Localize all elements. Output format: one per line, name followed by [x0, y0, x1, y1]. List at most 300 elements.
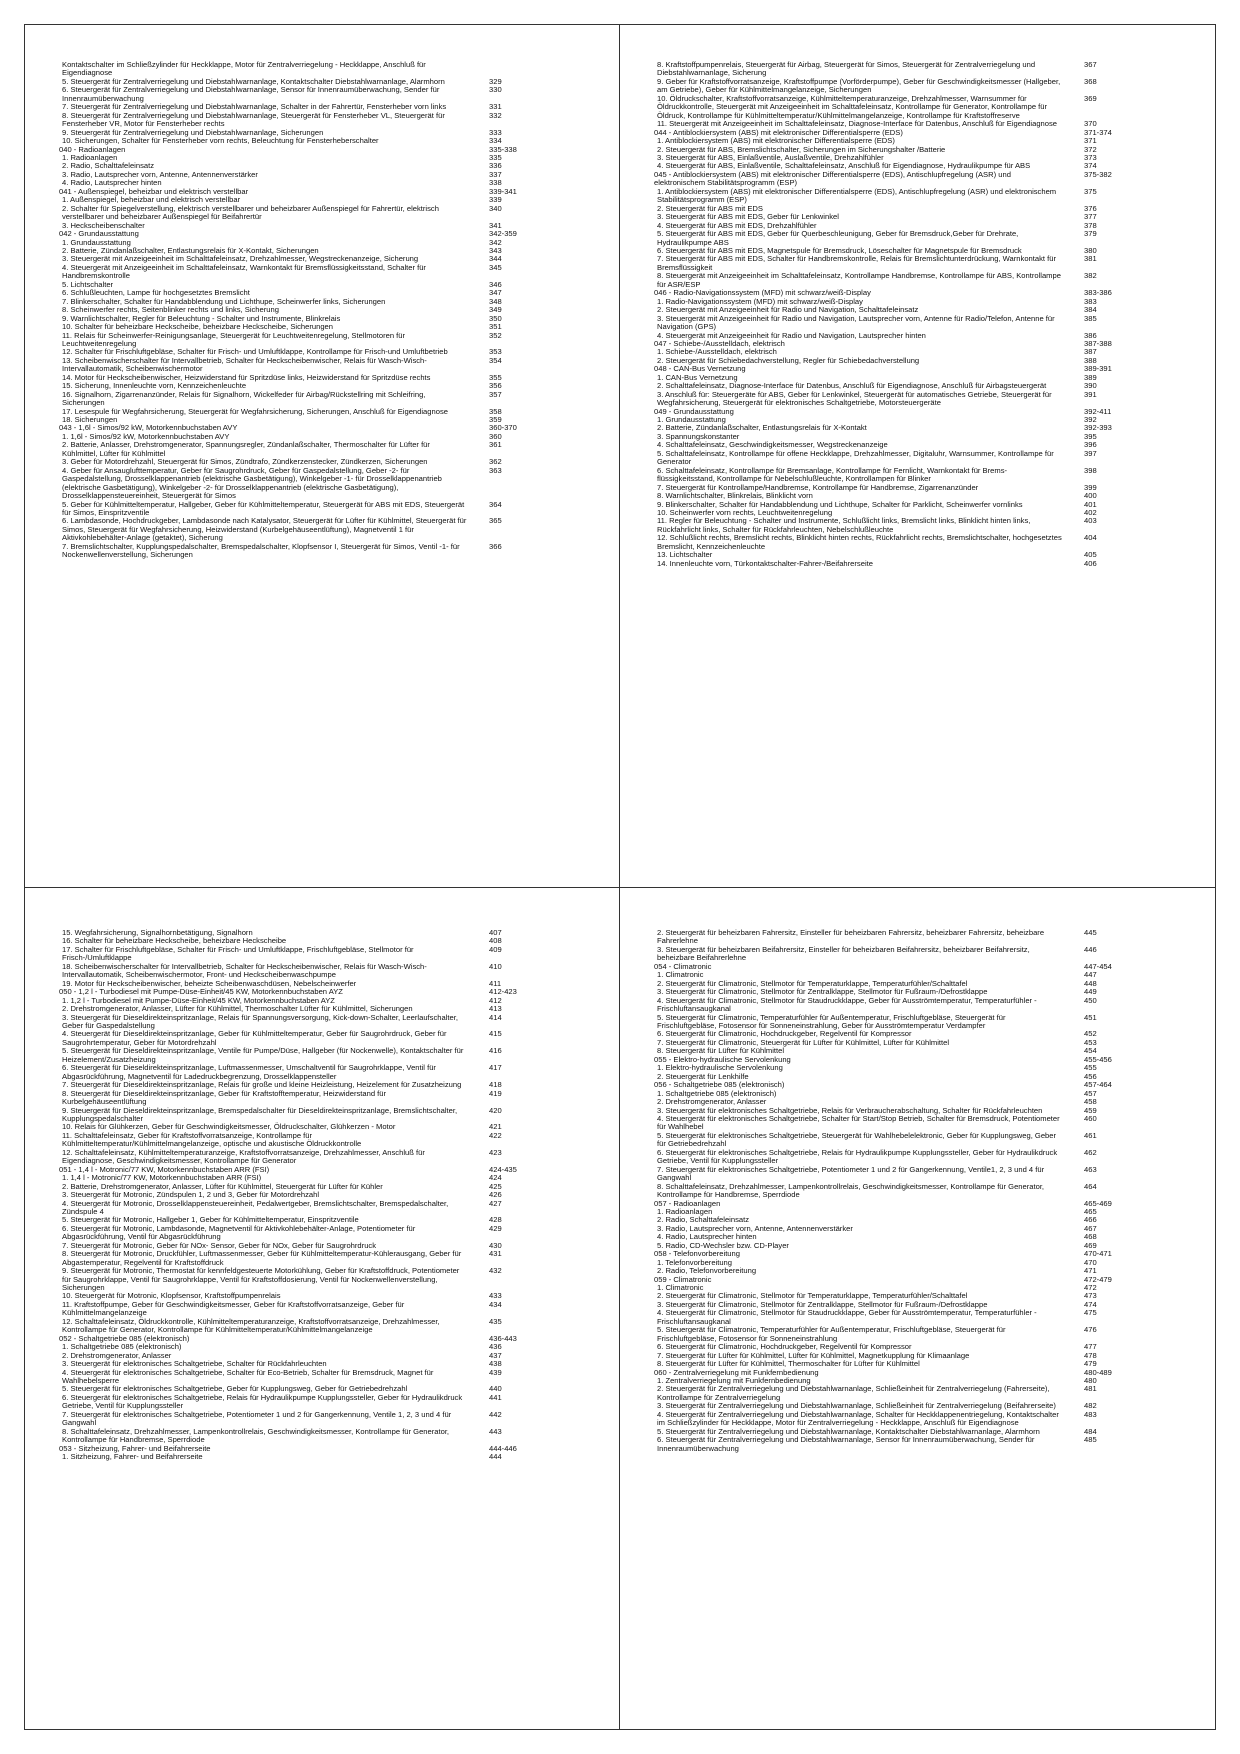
entry-page-ref: 450	[1084, 995, 1097, 1005]
entry-title: 2. Batterie, Anlasser, Drehstromgenerator, Spannungsregler, Zündanlaßschalter, Thermoschalter für Lüfter für Kühlmittel, Lüfter für Kühlmittel	[62, 440, 430, 458]
entry-page-ref: 440	[489, 1384, 502, 1394]
entry-title: 040 - Radioanlagen	[59, 144, 126, 154]
entry-page-ref: 407	[489, 928, 502, 937]
entry-title: 060 - Zentralverriegelung mit Funkfernbedienung	[654, 1367, 819, 1377]
entry-title: 7. Steuergerät für Zentralverriegelung und Diebstahlwarnanlage, Schalter in der Fahrertür, Fensterheber vorn links	[62, 102, 447, 112]
entry-title: 8. Scheinwerfer rechts, Seitenblinker rechts und links, Sicherung	[62, 305, 279, 315]
entry-title: 1. Sitzheizung, Fahrer- und Beifahrerseite	[62, 1452, 203, 1462]
entry-page-ref: 431	[489, 1249, 502, 1259]
entry-title: 6. Steuergerät für Climatronic, Hochdruckgeber, Regelventil für Kompressor	[657, 1342, 912, 1352]
entry-page-ref: 351	[489, 322, 502, 332]
entry-page-ref: 376	[1084, 203, 1097, 213]
entry-page-ref: 358	[489, 406, 502, 416]
entry-page-ref: 371	[1084, 136, 1097, 146]
entry-page-ref: 463	[1084, 1164, 1097, 1174]
entry-page-ref: 430	[489, 1240, 502, 1250]
entry-title: 4. Schalttafeleinsatz, Geschwindigkeitsmesser, Wegstreckenanzeige	[657, 440, 888, 450]
entry-page-ref: 422	[489, 1130, 502, 1140]
entry-title: 1. Außenspiegel, beheizbar und elektrisch verstellbar	[62, 195, 241, 205]
entry-title: 4. Steuergerät für Zentralverriegelung und Diebstahlwarnanlage, Schalter für Heckklappenentriegelung, Kontaktschalter im Schließzylinder für Heckklappe, Motor für Zentralverriegelung - Heckklappe, Anschluß für Eigendiagnose	[657, 1409, 1059, 1428]
entry-title: 16. Signalhorn, Zigarrenanzünder, Relais für Signalhorn, Wickelfeder für Airbag/Rückstellring mit Schleifring, Sicherungen	[62, 389, 426, 408]
entry-page-ref: 353	[489, 347, 502, 357]
entry-page-ref: 403	[1084, 516, 1097, 526]
entry-page-ref: 415	[489, 1029, 502, 1039]
entry-title: 6. Lambdasonde, Hochdruckgeber, Lambdasonde nach Katalysator, Steuergerät für Lüfter für Kühlmittel, Steuergerät für Simos, Steuergerät für Wegfahrsicherung, Heizwiderstand (Kurbelgehäuseentlüftung), Magnetventil 1 für Aktivkohlebehälter-Anlage (getaktet), Sicherung	[62, 516, 467, 543]
entry-title: 2. Radio, Schalttafeleinsatz	[62, 161, 155, 171]
entry-page-ref: 476	[1084, 1325, 1097, 1335]
entry-title: 045 - Antiblockiersystem (ABS) mit elektronischer Differentialsperre (EDS), Antischlupfregelung (ASR) und elektronischem Stabilitätsprogramm (ESP)	[654, 169, 1011, 188]
entry-title: 7. Steuergerät für ABS mit EDS, Schalter für Handbremskontrolle, Relais für Bremslichtunterdrückung, Warnkontakt für Bremsflüssigkeit	[657, 254, 1056, 272]
entry-page-ref: 384	[1084, 305, 1097, 315]
entry-page-ref: 370	[1084, 119, 1097, 129]
entry-page-ref: 472	[1084, 1283, 1097, 1293]
entry-title: 5. Steuergerät für Motronic, Hallgeber 1, Geber für Kühlmitteltemperatur, Einspritzventile	[62, 1215, 359, 1225]
entry-page-ref: 434	[489, 1299, 502, 1309]
entry-title: 2. Batterie, Zündanlaßschalter, Entlastungsrelais für X-Kontakt, Sicherungen	[62, 245, 319, 255]
entry-title: 4. Steuergerät für elektronisches Schaltgetriebe, Schalter für Start/Stop Betrieb, Schalter für Bremsdruck, Potentiometer für Wahlhebel	[657, 1113, 1060, 1132]
entry-title: 2. Drehstromgenerator, Anlasser	[62, 1350, 172, 1360]
entry-page-ref: 445	[1084, 928, 1097, 937]
index-section-heading	[654, 171, 1193, 188]
entry-title: 6. Steuergerät für elektronisches Schaltgetriebe, Relais für Hydraulikpumpe Kupplungssteller, Geber für Hydraulikdruck Getriebe, Ventil für Kupplungssteller	[62, 1392, 463, 1411]
entry-title: 15. Wegfahrsicherung, Signalhornbetätigung, Signalhorn	[62, 928, 253, 937]
index-entry	[654, 1149, 1193, 1166]
entry-page-ref: 471	[1084, 1266, 1097, 1276]
entry-page-ref: 416	[489, 1046, 502, 1056]
entry-page-ref: 380	[1084, 245, 1097, 255]
entry-page-ref: 428	[489, 1215, 502, 1225]
entry-page-ref: 344	[489, 254, 502, 264]
entry-page-ref: 375	[1084, 186, 1097, 196]
entry-page-ref: 462	[1084, 1147, 1097, 1157]
entry-page-ref: 448	[1084, 978, 1097, 988]
entry-title: 11. Schalttafeleinsatz, Geber für Kraftstoffvorratsanzeige, Kontrollampe für Kühlmitteltemperatur/Kühlmittelmangelanzeige, optische und akustische Öldruckkontrolle	[62, 1130, 362, 1149]
index-entry	[59, 112, 597, 129]
index-entry	[654, 78, 1193, 95]
entry-title: 2. Schalter für Spiegelverstellung, elektrisch verstellbarer und beheizbarer Außenspiegel für Fahrertür, elektrisch verstellbarer und beheizbarer Außenspiegel für Beifahrertür	[62, 203, 439, 222]
entry-title: 7. Steuergerät für Motronic, Geber für NOx- Sensor, Geber für NOx, Geber für Saugrohrdruck	[62, 1240, 377, 1250]
entry-page-ref: 387-388	[1084, 338, 1112, 348]
entry-title: 14. Motor für Heckscheibenwischer, Heizwiderstand für Spritzdüse links, Heizwiderstand für Spritzdüse rechts	[62, 372, 431, 382]
entry-title: 5. Steuergerät für Climatronic, Temperaturfühler für Außentemperatur, Frischluftgebläse, Steuergerät für Frischluftgebläse, Fotosensor für Sonneneinstrahlung	[657, 1325, 1006, 1343]
entry-title: 051 - 1,4 l - Motronic/77 KW, Motorkennbuchstaben ARR (FSI)	[59, 1164, 270, 1174]
index-entry	[59, 1132, 597, 1149]
entry-page-ref: 457	[1084, 1088, 1097, 1098]
entry-title: 1. Schiebe-/Ausstelldach, elektrisch	[657, 347, 777, 357]
entry-title: 2. Radio, Schalttafeleinsatz	[657, 1215, 750, 1225]
entry-page-ref: 374	[1084, 161, 1097, 171]
entry-title: 5. Steuergerät für elektronisches Schaltgetriebe, Geber für Kupplungsweg, Geber für Getriebedrehzahl	[62, 1384, 408, 1394]
entry-title: 17. Lesespule für Wegfahrsicherung, Steuergerät für Wegfahrsicherung, Sicherungen, Anschluß für Eigendiagnose	[62, 406, 448, 416]
index-entry	[654, 1267, 1193, 1275]
entry-title: 3. Steuergerät für Climatronic, Stellmotor für Zentralklappe, Stellmotor für Fußraum-/Defrostklappe	[657, 1299, 988, 1309]
entry-page-ref: 389-391	[1084, 364, 1112, 374]
entry-page-ref: 444	[489, 1452, 502, 1462]
entry-title: 058 - Telefonvorbereitung	[654, 1249, 740, 1259]
index-entry	[59, 1149, 597, 1166]
entry-title: 1. Radioanlagen	[657, 1206, 713, 1216]
entry-title: 6. Schlußleuchten, Lampe für hochgesetztes Bremslicht	[62, 288, 250, 298]
entry-title: 7. Steuergerät für Kontrollampe/Handbremse, Kontrollampe für Handbremse, Zigarrenanzünder	[657, 482, 979, 492]
index-section-heading	[654, 1250, 1193, 1258]
entry-title: 5. Geber für Kühlmitteltemperatur, Hallgeber, Geber für Kühlmitteltemperatur, Steuergerät für ABS mit EDS, Steuergerät für Simos, Einspritzventile	[62, 499, 465, 518]
entry-title: 2. Steuergerät für beheizbaren Fahrersitz, Einsteller für beheizbaren Fahrersitz, beheizbarer Fahrersitz, beheizbare Fahrerlehne	[657, 928, 1045, 946]
entry-page-ref: 367	[1084, 60, 1097, 69]
entry-page-ref: 418	[489, 1080, 502, 1090]
entry-page-ref: 439	[489, 1367, 502, 1377]
index-entry	[59, 946, 597, 963]
index-entry	[654, 272, 1193, 289]
entry-title: 1. Zentralverriegelung mit Funkfernbedienung	[657, 1376, 811, 1386]
entry-page-ref: 443	[489, 1426, 502, 1436]
entry-title: 2. Steuergerät für Climatronic, Stellmotor für Temperaturklappe, Temperaturfühler/Schalttafel	[657, 978, 968, 988]
entry-page-ref: 429	[489, 1223, 502, 1233]
entry-title: 8. Schalttafeleinsatz, Drehzahlmesser, Lampenkontrollrelais, Geschwindigkeitsmesser, Kontrollampe für Generator, Kontrollampe für Handbremse, Sperrdiode	[657, 1181, 1045, 1200]
index-entry	[59, 1107, 597, 1124]
entry-title: 18. Scheibenwischerschalter für Intervallbetrieb, Schalter für Heckscheibenwischer, Relais für Wasch-Wisch-Intervallautomatik, Scheibenwischermotor, Front- und Heckscheibenwaschpumpe	[62, 961, 427, 980]
entry-page-ref: 455	[1084, 1063, 1097, 1073]
index-entry	[654, 946, 1193, 963]
entry-title: 1. Grundausstattung	[657, 415, 726, 425]
entry-page-ref: 360	[489, 431, 502, 441]
entry-title: 9. Warnlichtschalter, Regler für Beleuchtung - Schalter und Instrumente, Blinkrelais	[62, 313, 341, 323]
entry-title: 046 - Radio-Navigationssystem (MFD) mit schwarz/weiß-Display	[654, 288, 871, 298]
entry-page-ref: 361	[489, 440, 502, 450]
entry-page-ref: 451	[1084, 1012, 1097, 1022]
index-entry	[654, 1326, 1193, 1343]
entry-page-ref: 402	[1084, 508, 1097, 518]
index-entry	[59, 1200, 597, 1217]
entry-title: 8. Warnlichtschalter, Blinkrelais, Blinklicht vorn	[657, 491, 813, 501]
entry-page-ref: 398	[1084, 465, 1097, 475]
entry-title: 3. Steuergerät für Climatronic, Stellmotor für Zentralklappe, Stellmotor für Fußraum-/Defrostklappe	[657, 987, 988, 997]
entry-page-ref: 386	[1084, 330, 1097, 340]
entry-page-ref: 479	[1084, 1359, 1097, 1369]
entry-page-ref: 392-411	[1084, 406, 1112, 416]
entry-title: 6. Steuergerät für Zentralverriegelung und Diebstahlwarnanlage, Sensor für Innenraumüberwachung, Sender für Innenraumüberwachung	[657, 1435, 1035, 1453]
index-entry	[654, 1309, 1193, 1326]
entry-page-ref: 484	[1084, 1426, 1097, 1436]
entry-page-ref: 401	[1084, 499, 1097, 509]
entry-title: 052 - Schaltgetriebe 085 (elektronisch)	[59, 1333, 190, 1343]
entry-list	[59, 61, 597, 560]
entry-title: 3. Geber für Motordrehzahl, Steuergerät für Simos, Zündtrafo, Zündkerzenstecker, Zündkerzen, Sicherungen	[62, 457, 428, 467]
entry-title: 4. Steuergerät mit Anzeigeeinheit im Schalttafeleinsatz, Warnkontakt für Bremsflüssigkeitsstand, Schalter für Handbremskontrolle	[62, 262, 426, 281]
entry-list	[654, 61, 1193, 568]
entry-page-ref: 456	[1084, 1071, 1097, 1081]
entry-title: 049 - Grundausstattung	[654, 406, 734, 416]
entry-page-ref: 420	[489, 1105, 502, 1115]
index-entry	[59, 501, 597, 518]
entry-title: 2. Radio, Telefonvorbereitung	[657, 1266, 757, 1276]
entry-page-ref: 400	[1084, 491, 1097, 501]
entry-page-ref: 426	[489, 1190, 502, 1200]
entry-page-ref: 459	[1084, 1105, 1097, 1115]
entry-title: 050 - 1,2 l - Turbodiesel mit Pumpe-Düse-Einheit/45 KW, Motorkennbuchstaben AYZ	[59, 987, 343, 997]
entry-title: 1. Radio-Navigationssystem (MFD) mit schwarz/weiß-Display	[657, 296, 863, 306]
entry-page-ref: 399	[1084, 482, 1097, 492]
entry-page-ref: 449	[1084, 987, 1097, 997]
entry-page-ref: 414	[489, 1012, 502, 1022]
entry-page-ref: 359	[489, 415, 502, 425]
entry-title: 1. Telefonvorbereitung	[657, 1257, 733, 1267]
entry-title: 9. Steuergerät für Motronic, Thermostat für kennfeldgesteuerte Motorkühlung, Geber für Kraftstoffdruck, Potentiometer für Saugrohrklappe, Ventil für Saugrohrklappe, Ventil für Kraftstoffdosierung, Ventil für Nockenwellenverstellung, Sicherungen	[62, 1266, 460, 1293]
entry-page-ref: 466	[1084, 1215, 1097, 1225]
entry-page-ref: 390	[1084, 381, 1097, 391]
index-entry	[654, 467, 1193, 484]
index-entry	[59, 1267, 597, 1292]
entry-page-ref: 378	[1084, 220, 1097, 230]
entry-title: 7. Steuergerät für Climatronic, Steuergerät für Lüfter für Kühlmittel, Lüfter für Kühlmittel	[657, 1037, 950, 1047]
entry-page-ref: 342	[489, 237, 502, 247]
entry-title: 6. Steuergerät für Dieseldirekteinspritzanlage, Luftmassenmesser, Umschaltventil für Saugrohrklappe, Ventil für Abgasrückführung, Magnetventil für Ladedruckbegrenzung, Drosselklappensteller	[62, 1063, 436, 1081]
index-entry	[59, 86, 597, 103]
entry-title: 7. Steuergerät für Lüfter für Kühlmittel, Lüfter für Kühlmittel, Magnetkupplung für Klimaanlage	[657, 1350, 970, 1360]
entry-title: 2. Batterie, Zündanlaßschalter, Entlastungsrelais für X-Kontakt	[657, 423, 867, 433]
index-section-heading	[654, 408, 1193, 416]
index-entry	[59, 408, 597, 416]
entry-page-ref: 447-454	[1084, 961, 1112, 971]
entry-title: 3. Steuergerät für Dieseldirekteinspritzanlage, Relais für Spannungsversorgung, Kick-down-Schalter, Leerlaufschalter, Geber für Gaspedalstellung	[62, 1012, 458, 1030]
entry-title: 4. Steuergerät für ABS, Einlaßventile, Schalttafeleinsatz, Anschluß für Eigendiagnose, Hydraulikpumpe für ABS	[657, 161, 1031, 171]
entry-title: 10. Sicherungen, Schalter für Fensterheber vorn rechts, Beleuchtung für Fensterheberschalter	[62, 136, 379, 146]
entry-page-ref: 372	[1084, 144, 1097, 154]
index-entry	[654, 391, 1193, 408]
entry-title: 6. Steuergerät für ABS mit EDS, Magnetspule für Bremsdruck, Löseschalter für Magnetspule für Bremsdruck	[657, 245, 1022, 255]
entry-title: 12. Schalttafeleinsatz, Kühlmitteltemperaturanzeige, Kraftstoffvorratsanzeige, Drehzahlmesser, Anschluß für Eigendiagnose, Geschwindigkeitsmesser, Kontrollampe für Generator	[62, 1147, 425, 1166]
index-entry	[654, 1183, 1193, 1200]
entry-page-ref: 332	[489, 110, 502, 120]
entry-page-ref: 385	[1084, 313, 1097, 323]
entry-page-ref: 368	[1084, 76, 1097, 86]
entry-title: 12. Schalter für Frischluftgebläse, Schalter für Frisch- und Umluftklappe, Kontrollampe für Frisch-und Umluftbetrieb	[62, 347, 448, 357]
entry-title: 10. Öldruckschalter, Kraftstoffvorratsanzeige, Kühlmitteltemperaturanzeige, Drehzahlmesser, Warnsummer für Öldruckkontrolle, Steuergerät mit Anzeigeeinheit im Schalttafeleinsatz, Kontrollampe für Generator, Kontrollampe für Öldruck, Kontrollampe für Kühlmitteltemperatur/Kühlmittelmangelanzeige, Kontrollampe für Kraftstoffreserve	[657, 93, 1048, 120]
entry-page-ref: 469	[1084, 1240, 1097, 1250]
entry-title: 3. Steuergerät für beheizbaren Beifahrersitz, Einsteller für beheizbaren Beifahrersitz, beheizbarer Beifahrersitz, beheizbare Beifahrerlehne	[657, 944, 1030, 963]
entry-page-ref: 485	[1084, 1435, 1097, 1445]
entry-page-ref: 421	[489, 1122, 502, 1132]
entry-title: 054 - Climatronic	[654, 961, 712, 971]
index-panel-top-left	[24, 24, 620, 888]
entry-title: 3. Radio, Lautsprecher vorn, Antenne, Antennenverstärker	[62, 169, 258, 179]
entry-page-ref: 413	[489, 1004, 502, 1014]
entry-page-ref: 481	[1084, 1384, 1097, 1394]
entry-page-ref: 480-489	[1084, 1367, 1112, 1377]
index-entry	[654, 1115, 1193, 1132]
entry-page-ref: 330	[489, 85, 502, 95]
entry-title: 3. Steuergerät mit Anzeigeeinheit im Schalttafeleinsatz, Drehzahlmesser, Wegstreckenanzeige, Sicherung	[62, 254, 419, 264]
entry-title: 4. Steuergerät mit Anzeigeeinheit für Radio und Navigation, Lautsprecher hinten	[657, 330, 926, 340]
entry-page-ref: 356	[489, 381, 502, 391]
index-entry	[59, 517, 597, 542]
entry-page-ref: 382	[1084, 271, 1097, 281]
index-entry	[59, 1394, 597, 1411]
entry-title: 8. Steuergerät für Lüfter für Kühlmittel, Thermoschalter für Lüfter für Kühlmittel	[657, 1359, 920, 1369]
index-entry	[59, 1301, 597, 1318]
entry-title: 8. Kraftstoffpumpenrelais, Steuergerät für Airbag, Steuergerät für Simos, Steuergerät für Zentralverriegelung und Diebstahlwarnanlage, Sicherung	[657, 60, 1036, 78]
index-entry	[59, 1428, 597, 1445]
index-entry	[654, 1014, 1193, 1031]
entry-title: 1. Antiblockiersystem (ABS) mit elektronischer Differentialsperre (EDS), Antischlupfregelung (ASR) und elektronischem Stabilitätsprogramm (ESP)	[657, 186, 1057, 205]
entry-page-ref: 470	[1084, 1257, 1097, 1267]
index-entry	[59, 441, 597, 458]
entry-page-ref: 337	[489, 169, 502, 179]
entry-page-ref: 383	[1084, 296, 1097, 306]
entry-page-ref: 365	[489, 516, 502, 526]
entry-page-ref: 427	[489, 1198, 502, 1208]
index-entry	[59, 264, 597, 281]
entry-page-ref: 406	[1084, 558, 1097, 568]
index-entry	[59, 332, 597, 349]
entry-title: 10. Steuergerät für Motronic, Klopfsensor, Kraftstoffpumpenrelais	[62, 1291, 281, 1301]
entry-page-ref: 348	[489, 296, 502, 306]
entry-page-ref: 340	[489, 203, 502, 213]
entry-page-ref: 349	[489, 305, 502, 315]
entry-title: 048 - CAN-Bus Vernetzung	[654, 364, 746, 374]
entry-page-ref: 447	[1084, 970, 1097, 980]
entry-page-ref: 417	[489, 1063, 502, 1073]
entry-title: 041 - Außenspiegel, beheizbar und elektrisch verstellbar	[59, 186, 249, 196]
entry-title: 056 - Schaltgetriebe 085 (elektronisch)	[654, 1080, 785, 1090]
index-entry	[654, 560, 1193, 568]
entry-title: 5. Schalttafeleinsatz, Kontrollampe für offene Heckklappe, Drehzahlmesser, Digitaluhr, Warnsummer, Kontrollampe für Generator	[657, 448, 1054, 467]
entry-title: 6. Steuergerät für Zentralverriegelung und Diebstahlwarnanlage, Sensor für Innenraumüberwachung, Sender für Innenraumüberwachung	[62, 85, 440, 103]
entry-page-ref: 478	[1084, 1350, 1097, 1360]
entry-page-ref: 395	[1084, 431, 1097, 441]
entry-title: 1. Elektro-hydraulische Servolenkung	[657, 1063, 783, 1073]
entry-title: 2. Steuergerät für ABS mit EDS	[657, 203, 763, 213]
entry-title: 7. Steuergerät für elektronisches Schaltgetriebe, Potentiometer 1 und 2 für Gangerkennung, Ventile 1, 2, 3 und 4 für Gangwahl	[62, 1409, 452, 1428]
entry-list	[654, 929, 1193, 1453]
entry-title: 10. Scheinwerfer vorn rechts, Leuchtweitenregelung	[657, 508, 833, 518]
entry-title: 053 - Sitzheizung, Fahrer- und Beifahrerseite	[59, 1443, 211, 1453]
entry-page-ref: 345	[489, 262, 502, 272]
entry-title: 11. Regler für Beleuchtung - Schalter und Instrumente, Schlußlicht links, Bremslicht links, Blinklicht hinten links, Rückfahrlicht links, Schalter für Rückfahrleuchten, Nebelschlußleuchte	[657, 516, 1031, 534]
entry-title: 2. Steuergerät für Climatronic, Stellmotor für Temperaturklappe, Temperaturfühler/Schalttafel	[657, 1291, 968, 1301]
entry-title: 1. Grundausstattung	[62, 237, 131, 247]
index-entry	[59, 1014, 597, 1031]
entry-page-ref: 335	[489, 152, 502, 162]
entry-title: 8. Steuergerät für Dieseldirekteinspritzanlage, Geber für Kraftstofftemperatur, Heizwiderstand für Kurbelgehäuseentlüftung	[62, 1088, 387, 1107]
entry-page-ref: 342-359	[489, 229, 517, 239]
entry-title: 3. Steuergerät für Motronic, Zündspulen 1, 2 und 3, Geber für Motordrehzahl	[62, 1190, 320, 1200]
entry-page-ref: 343	[489, 245, 502, 255]
index-entry	[59, 1030, 597, 1047]
entry-title: 6. Steuergerät für Climatronic, Hochdruckgeber, Regelventil für Kompressor	[657, 1029, 912, 1039]
index-entry	[59, 61, 597, 78]
index-panel-bottom-right	[619, 887, 1216, 1730]
entry-title: 1. Radioanlagen	[62, 152, 118, 162]
index-entry	[59, 1250, 597, 1267]
entry-title: 8. Schalttafeleinsatz, Drehzahlmesser, Lampenkontrollrelais, Geschwindigkeitsmesser, Kontrollampe für Generator, Kontrollampe für Handbremse, Sperrdiode	[62, 1426, 450, 1445]
entry-page-ref: 396	[1084, 440, 1097, 450]
entry-title: 4. Steuergerät für Climatronic, Stellmotor für Staudruckklappe, Geber für Ausströmtemperatur, Temperaturfühler - Frischluftansaugkanal	[657, 995, 1037, 1014]
entry-title: 7. Blinkerschalter, Schalter für Handabblendung und Lichthupe, Scheinwerfer links, Sicherungen	[62, 296, 386, 306]
entry-title: 4. Steuergerät für Dieseldirekteinspritzanlage, Geber für Kühlmitteltemperatur, Geber für Saugrohrdruck, Geber für Saugrohrtemperatur, Geber für Motordrehzahl	[62, 1029, 447, 1047]
entry-title: 4. Steuergerät für Motronic, Drosselklappensteuereinheit, Pedalwertgeber, Bremslichtschalter, Bremspedalschalter, Zündspule 4	[62, 1198, 449, 1216]
index-entry	[59, 205, 597, 222]
index-entry	[59, 1369, 597, 1386]
entry-title: 9. Geber für Kraftstoffvorratsanzeige, Kraftstoffpumpe (Vorförderpumpe), Geber für Geschwindigkeitsmesser (Hallgeber, am Getriebe), Geber für Kühlmittelmangelanzeige, Sicherungen	[657, 76, 1061, 95]
index-entry	[654, 534, 1193, 551]
entry-page-ref: 461	[1084, 1130, 1097, 1140]
entry-page-ref: 464	[1084, 1181, 1097, 1191]
entry-page-ref: 453	[1084, 1037, 1097, 1047]
entry-title: 6. Steuergerät für elektronisches Schaltgetriebe, Relais für Hydraulikpumpe Kupplungssteller, Geber für Hydraulikdruck Getriebe, Ventil für Kupplungssteller	[657, 1147, 1058, 1166]
entry-page-ref: 458	[1084, 1097, 1097, 1107]
index-entry	[59, 357, 597, 374]
entry-page-ref: 452	[1084, 1029, 1097, 1039]
entry-title: 14. Innenleuchte vorn, Türkontaktschalter-Fahrer-/Beifahrerseite	[657, 558, 873, 568]
entry-title: 13. Scheibenwischerschalter für Intervallbetrieb, Schalter für Heckscheibenwischer, Relais für Wasch-Wisch-Intervallautomatik, Scheibenwischermotor	[62, 355, 427, 374]
index-entry	[654, 188, 1193, 205]
entry-page-ref: 352	[489, 330, 502, 340]
entry-title: 043 - 1,6l - Simos/92 kW, Motorkennbuchstaben AVY	[59, 423, 238, 433]
entry-title: 15. Sicherung, Innenleuchte vorn, Kennzeichenleuchte	[62, 381, 247, 391]
entry-title: 9. Blinkerschalter, Schalter für Handabblendung und Lichthupe, Schalter für Parklicht, Scheinwerfer vornlinks	[657, 499, 1023, 509]
entry-title: 10. Schalter für beheizbare Heckscheibe, beheizbare Heckscheibe, Sicherungen	[62, 322, 334, 332]
entry-title: 3. Steuergerät für elektronisches Schaltgetriebe, Schalter für Rückfahrleuchten	[62, 1359, 327, 1369]
entry-page-ref: 383-386	[1084, 288, 1112, 298]
entry-title: 5. Steuergerät für Climatronic, Temperaturfühler für Außentemperatur, Frischluftgebläse, Steuergerät für Frischluftgebläse, Fotosensor für Sonneneinstrahlung, Geber für Ausströmtemperatur Verdampfer	[657, 1012, 1006, 1030]
entry-page-ref: 482	[1084, 1401, 1097, 1411]
entry-page-ref: 472-479	[1084, 1274, 1112, 1284]
entry-title: 12. Schlußlicht rechts, Bremslicht rechts, Blinklicht hinten rechts, Rückfahrlicht rechts, Bremslichtschalter, hochgesetztes Bremslicht, Kennzeichenleuchte	[657, 533, 1062, 551]
entry-page-ref: 354	[489, 355, 502, 365]
entry-title: 3. Steuergerät für ABS, Einlaßventile, Auslaßventile, Drehzahlfühler	[657, 152, 884, 162]
index-entry	[654, 1436, 1193, 1453]
entry-page-ref: 477	[1084, 1342, 1097, 1352]
entry-page-ref: 409	[489, 944, 502, 954]
index-entry	[654, 230, 1193, 247]
index-entry	[59, 963, 597, 980]
entry-page-ref: 465	[1084, 1206, 1097, 1216]
entry-page-ref: 423	[489, 1147, 502, 1157]
entry-title: 4. Steuergerät für elektronisches Schaltgetriebe, Schalter für Eco-Betrieb, Schalter für Bremsdruck, Magnet für Wahlhebelsperre	[62, 1367, 434, 1386]
entry-page-ref: 339-341	[489, 186, 517, 196]
index-entry	[59, 1318, 597, 1335]
entry-title: 5. Lichtschalter	[62, 279, 114, 289]
entry-title: 5. Steuergerät für Dieseldirekteinspritzanlage, Ventile für Pumpe/Düse, Hallgeber (für Nockenwelle), Kontaktschalter für Heizelement/Zusatzheizung	[62, 1046, 464, 1064]
entry-page-ref: 379	[1084, 229, 1097, 239]
index-entry	[59, 1411, 597, 1428]
entry-page-ref: 347	[489, 288, 502, 298]
entry-page-ref: 336	[489, 161, 502, 171]
entry-title: 055 - Elektro-hydraulische Servolenkung	[654, 1054, 791, 1064]
entry-title: 4. Geber für Ansauglufttemperatur, Geber für Saugrohrdruck, Geber für Gaspedalstellung, Geber -2- für Gaspedalstellung, Drosselklappenantrieb (elektrische Gasbetätigung), Winkelgeber -1- für Drosselklappenantrieb (elektrische Gasbetätigung), Winkelgeber -2- für Drosselklappenantrieb (elektrische Gasbetätigung), Drosselklappensteuereinheit, Steuergerät für Simos	[62, 465, 442, 501]
entry-page-ref: 432	[489, 1266, 502, 1276]
entry-page-ref: 438	[489, 1359, 502, 1369]
entry-title: 1. 1,2 l - Turbodiesel mit Pumpe-Düse-Einheit/45 KW, Motorkennbuchstaben AYZ	[62, 995, 335, 1005]
entry-page-ref: 435	[489, 1316, 502, 1326]
entry-title: 19. Motor für Heckscheibenwischer, beheizte Scheibenwaschdüsen, Nebelscheinwerfer	[62, 978, 357, 988]
entry-title: 057 - Radioanlagen	[654, 1198, 721, 1208]
entry-title: 1. Antiblockiersystem (ABS) mit elektronischer Differentialsperre (EDS)	[657, 136, 895, 146]
index-entry	[59, 1225, 597, 1242]
entry-title: 11. Steuergerät mit Anzeigeeinheit im Schalttafeleinsatz, Diagnose-Interface für Datenbus, Anschluß für Eigendiagnose	[657, 119, 1058, 129]
entry-page-ref: 436	[489, 1342, 502, 1352]
entry-title: 5. Steuergerät für Zentralverriegelung und Diebstahlwarnanlage, Kontaktschalter Diebstahlwarnanlage, Alarmhorn	[62, 76, 445, 86]
entry-title: 13. Lichtschalter	[657, 550, 713, 560]
entry-title: 2. Steuergerät für Lenkhilfe	[657, 1071, 749, 1081]
index-entry	[654, 61, 1193, 78]
entry-title: 1. 1,6l - Simos/92 kW, Motorkennbuchstaben AVY	[62, 431, 230, 441]
entry-page-ref: 392-393	[1084, 423, 1112, 433]
entry-title: 047 - Schiebe-/Ausstelldach, elektrisch	[654, 338, 785, 348]
entry-title: 3. Steuergerät mit Anzeigeeinheit für Radio und Navigation, Lautsprecher vorn, Antenne für Radio/Telefon, Antenne für Navigation (GPS)	[657, 313, 1055, 332]
entry-title: 5. Radio, CD-Wechsler bzw. CD-Player	[657, 1240, 789, 1250]
entry-page-ref: 375-382	[1084, 169, 1112, 179]
